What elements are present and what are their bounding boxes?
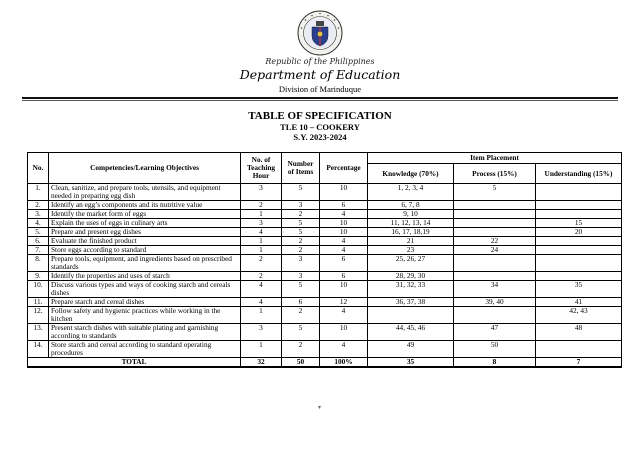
cell-no: 13. <box>28 324 49 341</box>
cell-process <box>454 219 536 228</box>
cell-competency: Prepare tools, equipment, and ingredients based on prescribed standards <box>49 255 241 272</box>
cell-items: 5 <box>282 228 320 237</box>
table-row <box>28 255 622 272</box>
cell-percentage: 6 <box>320 255 368 272</box>
cell-competency: Explain the uses of eggs in culinary arts <box>49 219 241 228</box>
cell-process: 24 <box>454 246 536 255</box>
cell-no: 2. <box>28 201 49 210</box>
cell-competency: Store starch and cereal according to standard operating procedures <box>49 341 241 358</box>
cell-hours: 2 <box>241 272 282 281</box>
cell-understanding <box>536 237 622 246</box>
cell-knowledge: 25, 26, 27 <box>368 255 454 272</box>
table-row <box>28 324 622 341</box>
cell-items: 5 <box>282 184 320 201</box>
cell-process <box>454 307 536 324</box>
republic-header: Republic of the Philippines <box>265 57 375 66</box>
cell-percentage: 10 <box>320 184 368 201</box>
cell-process: 22 <box>454 237 536 246</box>
cell-knowledge: 36, 37, 38 <box>368 298 454 307</box>
cell-percentage: 10 <box>320 219 368 228</box>
cell-understanding <box>536 246 622 255</box>
cell-understanding <box>536 184 622 201</box>
cell-items: 2 <box>282 210 320 219</box>
cell-competency: Present starch dishes with suitable plating and garnishing according to standards <box>49 324 241 341</box>
cell-hours: 3 <box>241 324 282 341</box>
total-items: 50 <box>282 358 320 368</box>
cell-items: 2 <box>282 246 320 255</box>
cell-percentage: 10 <box>320 228 368 237</box>
cell-hours: 3 <box>241 219 282 228</box>
cell-items: 2 <box>282 237 320 246</box>
cell-knowledge: 1, 2, 3, 4 <box>368 184 454 201</box>
cell-percentage: 12 <box>320 298 368 307</box>
cell-hours: 4 <box>241 281 282 298</box>
total-understanding: 7 <box>536 358 622 368</box>
cell-knowledge <box>368 307 454 324</box>
cell-percentage: 4 <box>320 307 368 324</box>
cell-percentage: 10 <box>320 281 368 298</box>
cell-items: 5 <box>282 281 320 298</box>
header-understanding: Understanding (15%) <box>536 164 622 184</box>
cell-understanding: 41 <box>536 298 622 307</box>
header-teaching-hour: No. of Teaching Hour <box>241 153 282 184</box>
cell-hours: 3 <box>241 184 282 201</box>
cell-knowledge: 9, 10 <box>368 210 454 219</box>
header-divider <box>22 97 618 99</box>
cell-no: 3. <box>28 210 49 219</box>
cell-understanding: 20 <box>536 228 622 237</box>
cell-competency: Prepare and present egg dishes <box>49 228 241 237</box>
header-number-of-items: Number of Items <box>282 153 320 184</box>
cell-understanding: 42, 43 <box>536 307 622 324</box>
cell-knowledge: 6, 7, 8 <box>368 201 454 210</box>
cell-competency: Identify the properties and uses of starch <box>49 272 241 281</box>
cell-no: 14. <box>28 341 49 358</box>
cell-percentage: 4 <box>320 246 368 255</box>
total-hours: 32 <box>241 358 282 368</box>
cell-items: 6 <box>282 298 320 307</box>
cell-competency: Evaluate the finished product <box>49 237 241 246</box>
cell-hours: 4 <box>241 298 282 307</box>
cell-no: 8. <box>28 255 49 272</box>
cell-process: 34 <box>454 281 536 298</box>
cell-competency: Store eggs according to standard <box>49 246 241 255</box>
document-title: TABLE OF SPECIFICATION <box>248 110 392 122</box>
cell-no: 12. <box>28 307 49 324</box>
total-pct: 100% <box>320 358 368 368</box>
cell-hours: 4 <box>241 228 282 237</box>
total-process: 8 <box>454 358 536 368</box>
cell-no: 6. <box>28 237 49 246</box>
cell-hours: 1 <box>241 210 282 219</box>
cell-understanding: 35 <box>536 281 622 298</box>
cell-hours: 1 <box>241 307 282 324</box>
cell-no: 11. <box>28 298 49 307</box>
cell-items: 2 <box>282 307 320 324</box>
cell-knowledge: 28, 29, 30 <box>368 272 454 281</box>
cell-percentage: 4 <box>320 210 368 219</box>
table-row <box>28 307 622 324</box>
cell-knowledge: 21 <box>368 237 454 246</box>
cell-competency: Identify the market form of eggs <box>49 210 241 219</box>
cell-competency: Follow safety and hygienic practices while working in the kitchen <box>49 307 241 324</box>
cell-no: 4. <box>28 219 49 228</box>
cell-hours: 1 <box>241 246 282 255</box>
cell-process <box>454 201 536 210</box>
cell-understanding: 48 <box>536 324 622 341</box>
division-header: Division of Marinduque <box>278 84 362 94</box>
deped-seal <box>297 10 343 56</box>
cell-items: 5 <box>282 324 320 341</box>
cell-no: 9. <box>28 272 49 281</box>
cell-understanding: 15 <box>536 219 622 228</box>
cell-hours: 1 <box>241 237 282 246</box>
total-knowledge: 35 <box>368 358 454 368</box>
cell-knowledge: 49 <box>368 341 454 358</box>
total-label: TOTAL <box>28 358 241 368</box>
cell-process: 5 <box>454 184 536 201</box>
cell-items: 2 <box>282 341 320 358</box>
cell-process: 50 <box>454 341 536 358</box>
cell-competency: Identify an egg’s components and its nutritive value <box>49 201 241 210</box>
cell-percentage: 6 <box>320 272 368 281</box>
cell-items: 3 <box>282 201 320 210</box>
cell-no: 7. <box>28 246 49 255</box>
cell-no: 10. <box>28 281 49 298</box>
cell-process: 47 <box>454 324 536 341</box>
cell-competency: Discuss various types and ways of cooking starch and cereals dishes <box>49 281 241 298</box>
header-process: Process (15%) <box>454 164 536 184</box>
cell-competency: Prepare starch and cereal dishes <box>49 298 241 307</box>
cell-knowledge: 11, 12, 13, 14 <box>368 219 454 228</box>
cell-process <box>454 210 536 219</box>
page-marker: ▾ <box>318 405 322 411</box>
cell-items: 3 <box>282 255 320 272</box>
header-percentage: Percentage <box>320 153 368 184</box>
department-header: Department of Education <box>239 67 401 82</box>
cell-process <box>454 255 536 272</box>
cell-knowledge: 16, 17, 18,19 <box>368 228 454 237</box>
cell-percentage: 4 <box>320 341 368 358</box>
table-row <box>28 281 622 298</box>
cell-process: 39, 40 <box>454 298 536 307</box>
cell-items: 5 <box>282 219 320 228</box>
school-year: S.Y. 2023-2024 <box>293 132 347 142</box>
total-row <box>28 358 622 368</box>
cell-knowledge: 44, 45, 46 <box>368 324 454 341</box>
cell-understanding <box>536 255 622 272</box>
cell-percentage: 4 <box>320 237 368 246</box>
cell-percentage: 10 <box>320 324 368 341</box>
header-knowledge: Knowledge (70%) <box>368 164 454 184</box>
table-row <box>28 184 622 201</box>
cell-items: 3 <box>282 272 320 281</box>
cell-knowledge: 23 <box>368 246 454 255</box>
cell-hours: 2 <box>241 201 282 210</box>
cell-hours: 1 <box>241 341 282 358</box>
cell-competency: Clean, sanitize, and prepare tools, utensils, and equipment needed in preparing egg dish <box>49 184 241 201</box>
cell-understanding <box>536 341 622 358</box>
cell-knowledge: 31, 32, 33 <box>368 281 454 298</box>
cell-no: 5. <box>28 228 49 237</box>
header-no: No. <box>28 153 49 184</box>
cell-percentage: 6 <box>320 201 368 210</box>
subject-title: TLE 10 – COOKERY <box>280 122 360 132</box>
cell-no: 1. <box>28 184 49 201</box>
specification-table <box>27 152 622 368</box>
header-item-placement: Item Placement <box>368 153 622 164</box>
header-divider-thin <box>22 100 618 101</box>
header-competencies: Competencies/Learning Objectives <box>49 153 241 184</box>
table-row <box>28 341 622 358</box>
cell-hours: 2 <box>241 255 282 272</box>
cell-understanding <box>536 201 622 210</box>
